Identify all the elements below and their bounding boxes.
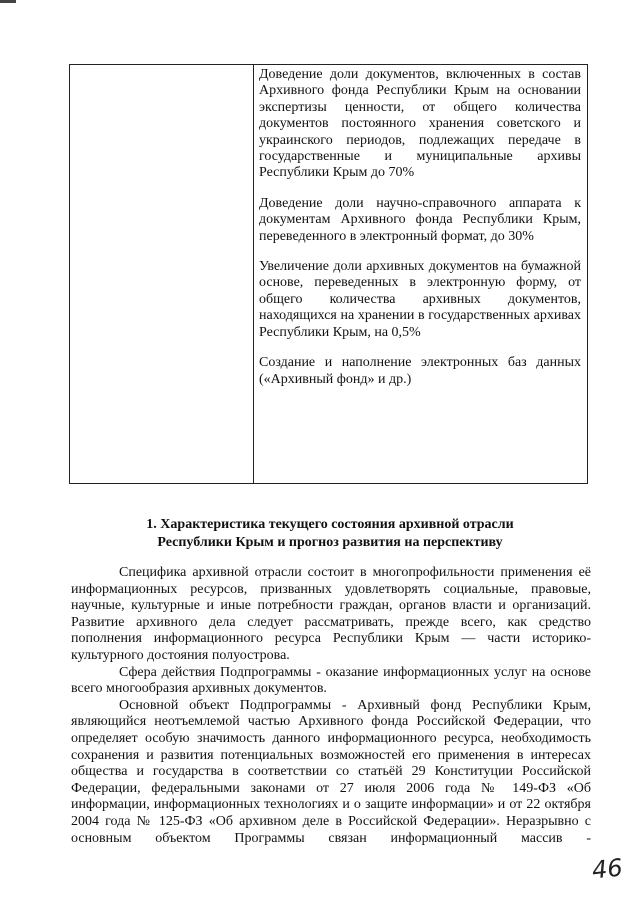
table-item: Увеличение доли архивных документов на бумажной основе, переведенных в электронную форму, от общего количества архивных документов, находящихся на хранении в государственных архивах Республики Крым, на 0,5% bbox=[259, 259, 581, 340]
paragraph: Сфера действия Подпрограммы - оказание информационных услуг на основе всего многообразия архивных документов. bbox=[71, 664, 591, 697]
table-item: Создание и наполнение электронных баз данных («Архивный фонд» и др.) bbox=[259, 355, 581, 387]
table-item: Доведение доли документов, включенных в состав Архивного фонда Республики Крым на основании экспертизы ценности, от общего количества документов постоянного хранения советского и украинского периодов, подлежащих передаче в государственные и муниципальные архивы Республики Крым до 70% bbox=[259, 67, 581, 181]
page-number: 46 bbox=[590, 853, 624, 885]
table-column-divider bbox=[253, 65, 254, 483]
body-text bbox=[71, 565, 591, 847]
paragraph: Основной объект Подпрограммы - Архивный фонд Республики Крым, являющийся неотъемлемой частью Архивного фонда Российской Федерации, что определяет особую значимость данного информационного ресурса, необходимость сохранения и развития потенциальных возможностей его применения в интересах общества и государства в соответствии со статьёй 29 Конституции Российской Федерации, федеральными законами от 27 июля 2006 года № 149-ФЗ «Об информации, информационных технологиях и о защите информации» и от 22 октября 2004 года № 125-ФЗ «Об архивном деле в Российской Федерации». Неразрывно с основным объектом Программы связан информационный массив - bbox=[71, 697, 591, 846]
scan-mark bbox=[0, 0, 16, 3]
table-item: Доведение доли научно-справочного аппарата к документам Архивного фонда Республики Крым, переведенного в электронный формат, до 30% bbox=[259, 195, 581, 244]
paragraph: Специфика архивной отрасли состоит в многопрофильности применения её информационных ресурсов, призванных удовлетворять социальные, правовые, научные, культурные и иные потребности граждан, органов власти и организаций. Развитие архивного дела следует рассматривать, прежде всего, как средство пополнения информационного ресурса Республики Крым — части историко-культурного достояния полуострова. bbox=[71, 565, 591, 663]
indicators-table bbox=[69, 64, 588, 484]
section-heading: 1. Характеристика текущего состояния архивной отрасли Республики Крым и прогноз развития на перспективу bbox=[146, 517, 514, 550]
table-right-cell bbox=[259, 67, 581, 402]
